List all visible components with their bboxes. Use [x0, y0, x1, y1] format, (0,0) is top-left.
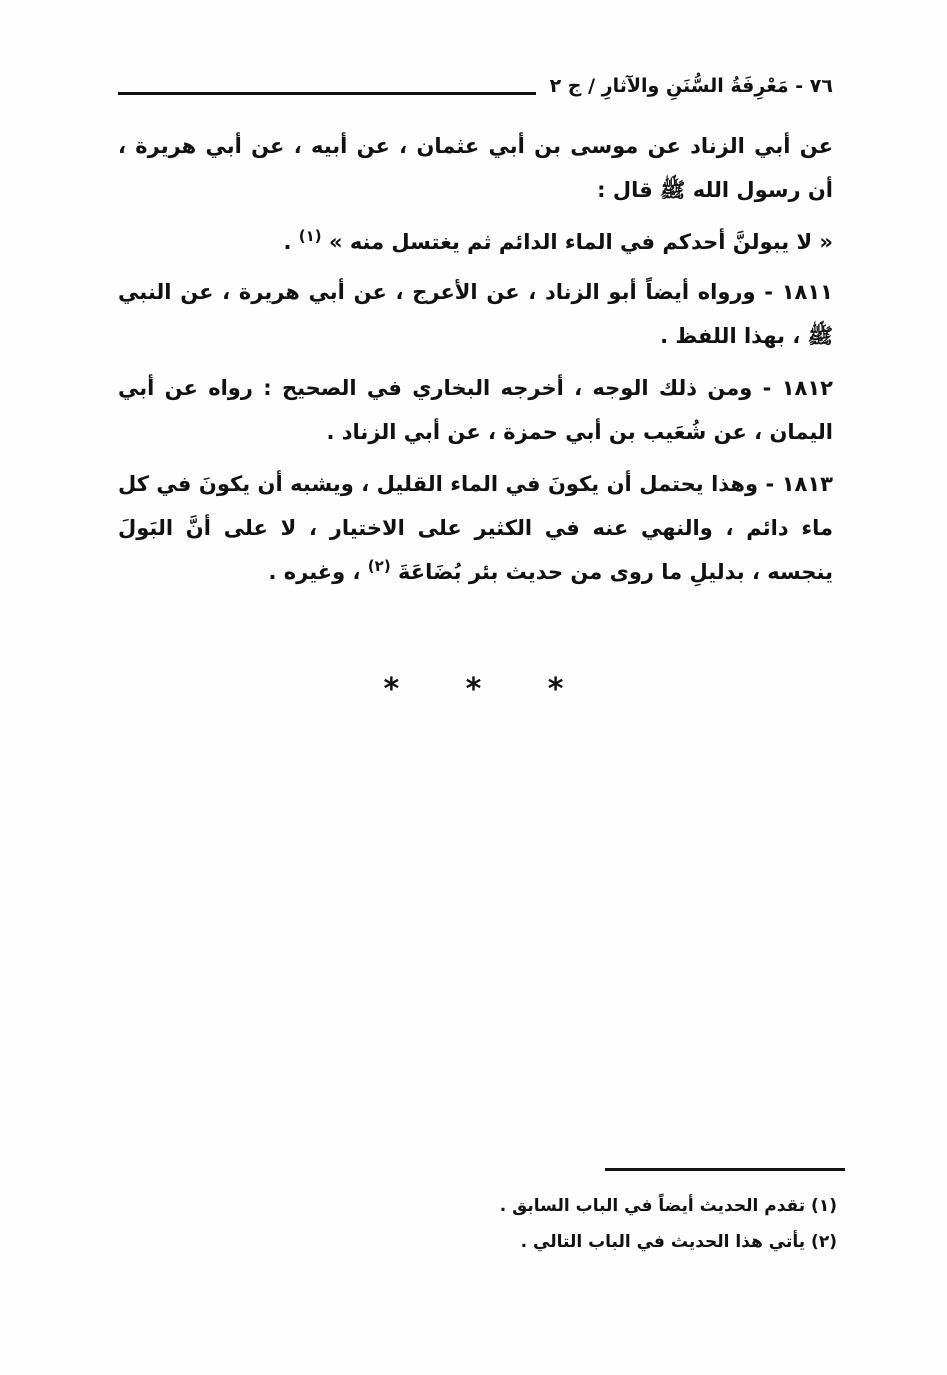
quote-tail: . — [283, 230, 292, 254]
hadith-quote — [118, 220, 833, 264]
separator-star: * — [465, 672, 482, 707]
paragraph-text: ١٨١٣ - وهذا يحتمل أن يكونَ في الماء القليل ، ويشبه أن يكونَ في كل ماء دائم ، والنهي عنه في الكثير على الاختيار ، لا على أنَّ البَولَ ينجسه ، بدليلِ ما روى من حديث بئر بُضَاعَةَ — [118, 472, 833, 584]
paragraph-1813 — [118, 462, 833, 594]
paragraph-text: ١٨١٢ - ومن ذلك الوجه ، أخرجه البخاري في الصحيح : رواه عن أبي اليمان ، عن شُعَيب بن أبي حمزة ، عن أبي الزناد . — [118, 376, 833, 444]
footnotes — [480, 1188, 837, 1260]
main-text — [118, 124, 833, 602]
paragraph-1811 — [118, 270, 833, 358]
separator-star: * — [383, 672, 400, 707]
quote-text: « لا يبولنَّ أحدكم في الماء الدائم ثم يغتسل منه » — [328, 230, 833, 254]
paragraph-text: ١٨١١ - ورواه أيضاً أبو الزناد ، عن الأعرج ، عن أبي هريرة ، عن النبي ﷺ ، بهذا اللفظ . — [118, 280, 833, 348]
paragraph-text: عن أبي الزناد عن موسى بن أبي عثمان ، عن أبيه ، عن أبي هريرة ، أن رسول الله ﷺ قال : — [118, 134, 833, 202]
paragraph-intro — [118, 124, 833, 212]
footnote-2: (٢) يأتي هذا الحديث في الباب التالي . — [520, 1232, 837, 1252]
paragraph-tail: ، وغيره . — [268, 560, 361, 584]
page-header — [118, 66, 833, 106]
running-title: ٧٦ - مَعْرِفَةُ السُّنَنِ والآثارِ / ج ٢ — [549, 75, 833, 97]
header-rule — [118, 92, 536, 95]
paragraph-1812 — [118, 366, 833, 454]
footnote-rule — [605, 1168, 845, 1171]
separator-star: * — [547, 672, 564, 707]
section-separator — [0, 672, 947, 707]
footnote-1: (١) تقدم الحديث أيضاً في الباب السابق . — [499, 1196, 837, 1216]
footnote-ref-1[interactable]: (١) — [298, 227, 322, 245]
footnote-ref-2[interactable]: (٢) — [367, 557, 391, 575]
